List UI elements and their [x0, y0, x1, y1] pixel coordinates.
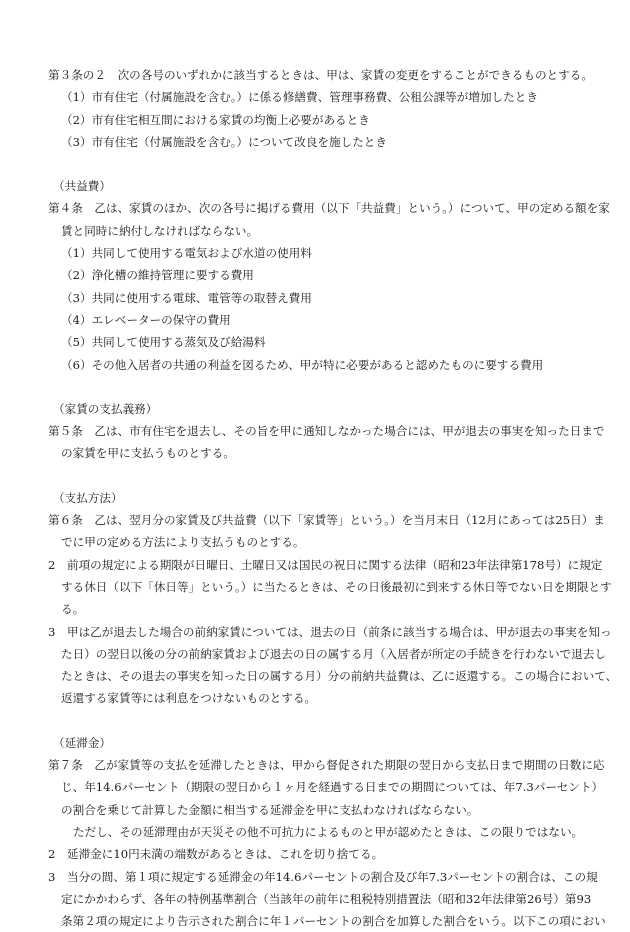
article-4-item-1: （1）共同して使用する電気および水道の使用料 — [61, 246, 312, 261]
spacer — [48, 710, 582, 732]
article-6-para-3-line-4: 返還する家賃等には利息をつけないものとする。 — [61, 691, 317, 706]
article-4-line-1: 第４条 乙は、家賃のほか、次の各号に掲げる費用（以下「共益費」という。）について、甲の定める額を家 — [48, 201, 610, 216]
article-4-item-3: （3）共同に使用する電球、電管等の取替え費用 — [61, 290, 312, 305]
article-7-line-4: ただし、その延滞理由が天災その他不可抗力によるものと甲が認めたときは、この限りではない。 — [73, 824, 584, 839]
article-3-2-item-2: （2）市有住宅相互間における家賃の均衡上必要があるとき — [61, 112, 370, 127]
article-7-line-2: じ、年14.6パーセント（期限の翌日から１ヶ月を経過する日までの期間については、年7.3パーセント） — [61, 780, 604, 795]
article-7-heading: （延滞金） — [53, 735, 111, 750]
article-5-line-1: 第５条 乙は、市有住宅を退去し、その旨を甲に通知しなかった場合には、甲が退去の事実を知った日まで — [48, 424, 605, 439]
article-3-2-title: 第３条の２ 次の各号のいずれかに該当するときは、甲は、家賃の変更をすることができるものとする。 — [48, 68, 593, 82]
article-7-para-2-line-1: 2 延滞金に10円未満の端数があるときは、これを切り捨てる。 — [48, 847, 384, 862]
article-6-para-3-line-2: た日）の翌日以後の分の前納家賃および退去の日の属する月（入居者が所定の手続きを行わないで退去し — [61, 646, 606, 661]
article-4-item-4: （4）エレベーターの保守の費用 — [61, 312, 231, 327]
article-4-heading: （共益費） — [53, 179, 111, 194]
article-5-line-2: の家賃を甲に支払うものとする。 — [61, 446, 235, 461]
article-7-line-3: の割合を乗じて計算した金額に相当する延滞金を甲に支払わなければならない。 — [61, 802, 479, 817]
article-7-para-3-line-2: 定にかかわらず、各年の特例基準割合（当該年の前年に租税特別措置法（昭和32年法律第26号）第93 — [61, 891, 592, 906]
article-6-para-3-line-3: たときは、その退去の事実を知った日の属する月）分の前納共益費は、乙に返還する。この場合において、 — [61, 669, 618, 684]
spacer — [48, 376, 582, 398]
article-4-item-5: （5）共同して使用する蒸気及び給湯料 — [61, 335, 266, 350]
article-4-line-2: 賃と同時に納付しなければならない。 — [61, 223, 259, 238]
article-7-line-1: 第７条 乙が家賃等の支払を延滞したときは、甲から督促された期限の翌日から支払日まで期間の日数に応 — [48, 758, 605, 773]
article-3-2-item-3: （3）市有住宅（付属施設を含む。）について改良を施したとき — [61, 134, 387, 149]
spacer — [48, 465, 582, 487]
article-6-para-2-line-3: る。 — [61, 602, 85, 617]
article-7-para-3-line-1: 3 当分の間、第１項に規定する延滞金の年14.6パーセントの割合及び年7.3パーセントの割合は、この規 — [48, 869, 598, 884]
article-6-heading: （支払方法） — [53, 490, 123, 505]
spacer — [48, 153, 582, 175]
article-4-item-2: （2）浄化槽の維持管理に要する費用 — [61, 268, 254, 283]
article-3-2-item-1: （1）市有住宅（付属施設を含む。）に係る修繕費、管理事務費、公租公課等が増加したとき — [61, 90, 538, 105]
article-4-item-6: （6）その他入居者の共通の利益を図るため、甲が特に必要があると認めたものに要する費用 — [61, 357, 544, 372]
article-6-line-2: でに甲の定める方法により支払うものとする。 — [61, 535, 305, 550]
article-6-para-2-line-1: 2 前項の規定による期限が日曜日、土曜日又は国民の祝日に関する法律（昭和23年法律第178号）に規定 — [48, 557, 603, 572]
article-6-para-3-line-1: 3 甲は乙が退去した場合の前納家賃については、退去の日（前条に該当する場合は、甲が退去の事実を知っ — [48, 624, 612, 639]
article-6-line-1: 第６条 乙は、翌月分の家賃及び共益費（以下「家賃等」という。）を当月末日（12月にあっては25日）ま — [48, 513, 605, 528]
article-6-para-2-line-2: する休日（以下「休日等」という。）に当たるときは、その日後最初に到来する休日等でない日を期限とす — [61, 579, 612, 594]
article-5-heading: （家賃の支払義務） — [53, 401, 158, 416]
article-7-para-3-line-3: 条第２項の規定により告示された割合に年１パーセントの割合を加算した割合をいう。以下この項におい — [61, 914, 606, 929]
